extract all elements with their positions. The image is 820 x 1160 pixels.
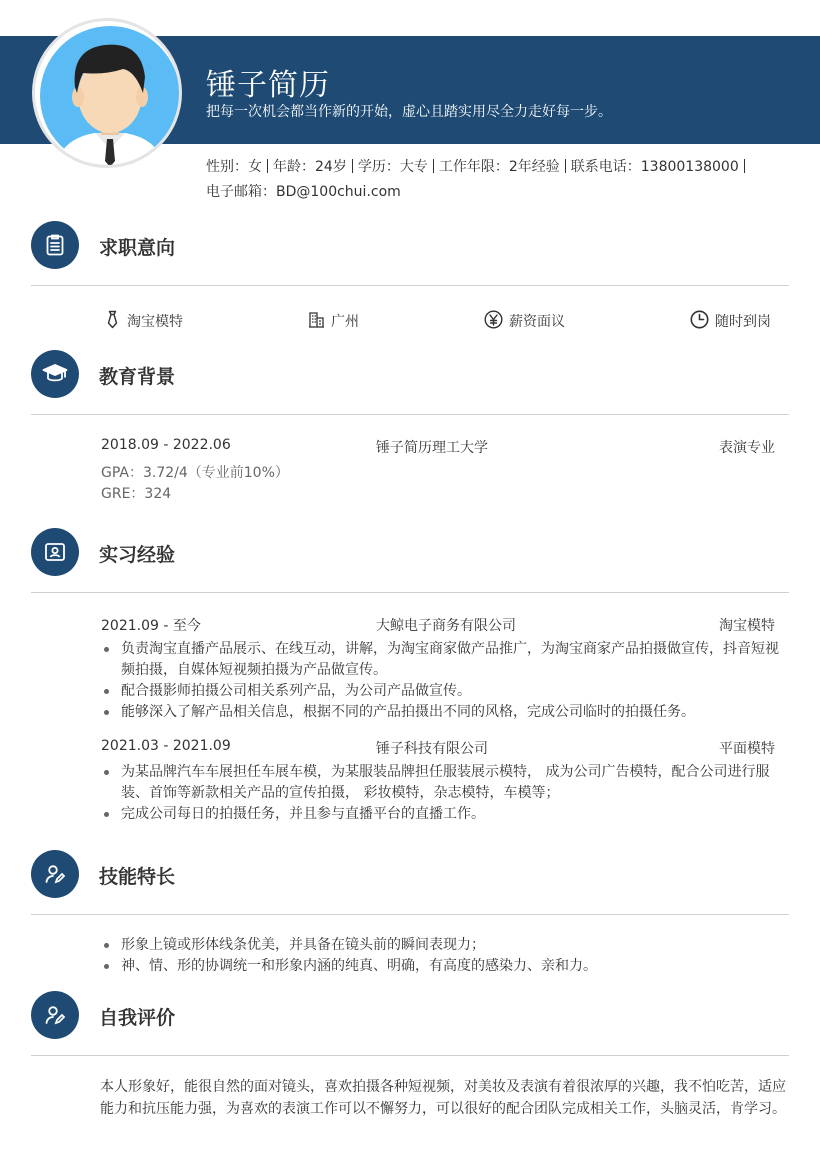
personal-info xyxy=(206,155,766,205)
info-separator xyxy=(744,159,745,173)
job-company: 大鲸电子商务有限公司 xyxy=(376,618,516,634)
section-title-internship: 实习经验 xyxy=(99,544,176,566)
info-gender: 性别：女 xyxy=(206,159,262,175)
list-item: 配合摄影师拍摄公司相关系列产品，为公司产品做宣传。 xyxy=(100,681,792,702)
info-separator xyxy=(267,159,268,173)
info-age: 年龄：24岁 xyxy=(273,159,347,175)
job-role: 淘宝模特 xyxy=(719,618,775,634)
resume-name: 锤子简历 xyxy=(206,68,330,103)
info-separator xyxy=(565,159,566,173)
city-icon xyxy=(308,311,331,332)
section-title-education: 教育背景 xyxy=(99,366,176,388)
list-item: 负责淘宝直播产品展示、在线互动，讲解，为淘宝商家做产品推广，为淘宝商家产品拍摄做宣传，抖音短视频拍摄，自媒体短视频拍摄为产品做宣传。 xyxy=(100,639,792,681)
job-duties-list xyxy=(100,762,792,825)
intent-availability-label: 随时到岗 xyxy=(715,314,771,330)
info-degree: 学历：大专 xyxy=(357,159,428,175)
info-separator xyxy=(352,159,353,173)
section-divider xyxy=(31,1055,789,1056)
graduation-cap-icon xyxy=(31,350,79,398)
info-separator xyxy=(433,159,434,173)
job-role: 平面模特 xyxy=(719,741,775,757)
user-edit-icon xyxy=(31,991,79,1039)
id-card-icon xyxy=(31,528,79,576)
education-gpa: GPA：3.72/4（专业前10%） xyxy=(101,465,289,481)
info-phone: 联系电话：13800138000 xyxy=(570,159,739,175)
section-divider xyxy=(31,285,789,286)
clock-icon xyxy=(690,310,715,333)
list-item: 形象上镜或形体线条优美，并具备在镜头前的瞬间表现力； xyxy=(100,935,792,956)
intent-salary-label: 薪资面议 xyxy=(509,314,565,330)
intent-position-label: 淘宝模特 xyxy=(127,314,183,330)
job-date: 2021.09 - 至今 xyxy=(101,618,201,634)
info-email: 电子邮箱：BD@100chui.com xyxy=(206,184,401,200)
list-item: 能够深入了解产品相关信息，根据不同的产品拍摄出不同的风格，完成公司临时的拍摄任务。 xyxy=(100,702,792,723)
section-title-skills: 技能特长 xyxy=(99,866,176,888)
intent-city xyxy=(308,311,359,331)
avatar xyxy=(32,18,182,168)
info-experience: 工作年限：2年经验 xyxy=(438,159,560,175)
education-school: 锤子简历理工大学 xyxy=(376,440,488,456)
section-title-intent: 求职意向 xyxy=(99,237,176,259)
list-item: 为某品牌汽车车展担任车展车模，为某服装品牌担任服装展示模特， 成为公司广告模特，配合公司进行服装、首饰等新款相关产品的宣传拍摄， 彩妆模特，杂志模特，车模等； xyxy=(100,762,792,804)
clipboard-icon xyxy=(31,221,79,269)
tie-icon xyxy=(104,310,127,333)
education-major: 表演专业 xyxy=(719,440,775,456)
yen-icon xyxy=(484,310,509,333)
skills-list xyxy=(100,935,792,977)
list-item: 完成公司每日的拍摄任务，并且参与直播平台的直播工作。 xyxy=(100,804,792,825)
motto: 把每一次机会都当作新的开始，虚心且踏实用尽全力走好每一步。 xyxy=(206,104,612,120)
section-divider xyxy=(31,414,789,415)
self-evaluation-text: 本人形象好，能很自然的面对镜头，喜欢拍摄各种短视频，对美妆及表演有着很浓厚的兴趣，我不怕吃苦，适应能力和抗压能力强，为喜欢的表演工作可以不懈努力，可以很好的配合团队完成相关工作，头脑灵活，肯学习。 xyxy=(100,1079,786,1117)
education-date: 2018.09 - 2022.06 xyxy=(101,437,231,453)
section-title-self-eval: 自我评价 xyxy=(99,1007,176,1029)
job-company: 锤子科技有限公司 xyxy=(376,741,488,757)
intent-city-label: 广州 xyxy=(331,314,359,330)
section-divider xyxy=(31,592,789,593)
intent-salary xyxy=(484,311,565,331)
intent-position xyxy=(104,311,183,331)
education-gre: GRE：324 xyxy=(101,486,172,502)
user-edit-icon xyxy=(31,850,79,898)
section-divider xyxy=(31,914,789,915)
job-date: 2021.03 - 2021.09 xyxy=(101,738,231,754)
intent-availability xyxy=(690,311,771,331)
list-item: 神、情、形的协调统一和形象内涵的纯真、明确，有高度的感染力、亲和力。 xyxy=(100,956,792,977)
job-duties-list xyxy=(100,639,792,723)
